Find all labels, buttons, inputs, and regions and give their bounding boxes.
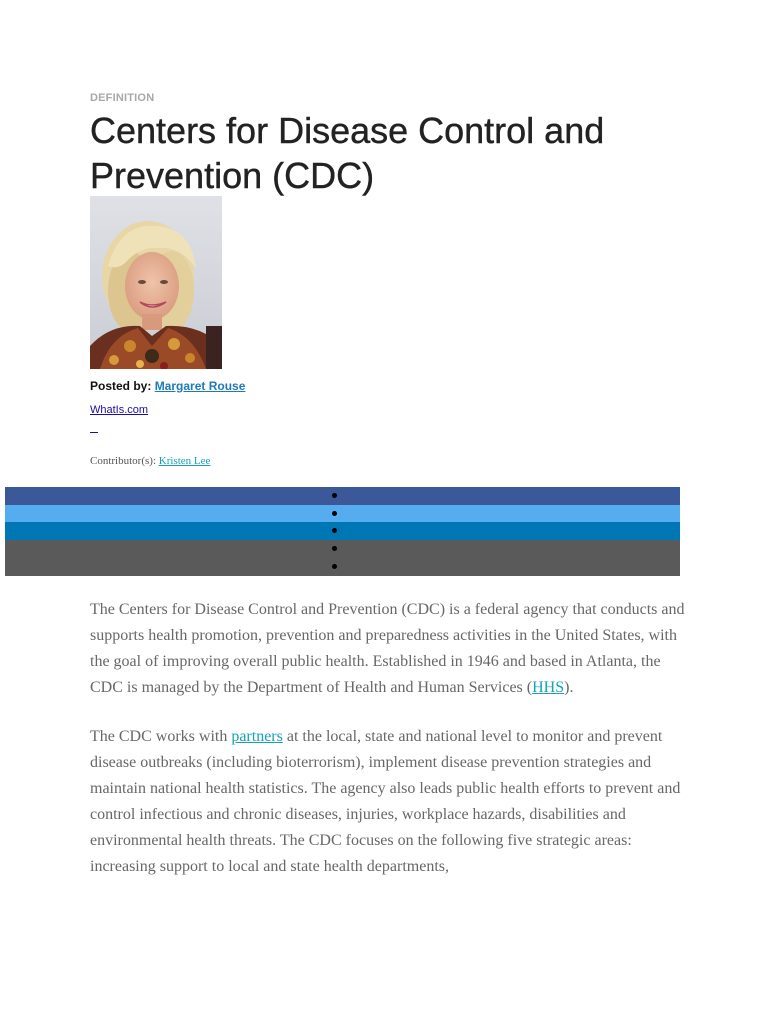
bullet-icon bbox=[332, 493, 337, 498]
share-twitter-button[interactable] bbox=[5, 505, 680, 523]
share-more-button[interactable] bbox=[5, 540, 680, 576]
paragraph-1: The Centers for Disease Control and Prevention (CDC) is a federal agency that conducts and supports health promotion, prevention and preparedness activities in the United States, with the goal of improving overall public health. Established in 1946 and based in Atlanta, the CDC is managed by the Department of Health and Human Services (HHS). bbox=[90, 601, 685, 696]
bullet-icon bbox=[332, 564, 337, 569]
article-body bbox=[90, 597, 690, 903]
page-title: Centers for Disease Control and Prevention (CDC) bbox=[90, 110, 605, 196]
author-link[interactable]: Margaret Rouse bbox=[154, 379, 246, 393]
share-facebook-button[interactable] bbox=[5, 487, 680, 505]
contributors-label: Contributor(s): bbox=[90, 455, 156, 467]
site-link[interactable]: WhatIs.com bbox=[90, 404, 149, 416]
share-linkedin-button[interactable] bbox=[5, 522, 680, 540]
bullet-icon bbox=[332, 546, 337, 551]
paragraph-2: The CDC works with partners at the local, state and national level to monitor and prevent disease outbreaks (including bioterrorism), implement disease prevention strategies and maintain national health statistics. The agency also leads public health efforts to prevent and control infectious and chronic diseases, injuries, workplace hazards, disabilities and environmental health threats. The CDC focuses on the following five strategic areas: increasing support to local and state health departments, bbox=[90, 728, 681, 875]
definition-label: DEFINITION bbox=[90, 92, 155, 104]
contributor-link[interactable]: Kristen Lee bbox=[158, 455, 211, 467]
hhs-link[interactable]: HHS bbox=[532, 679, 565, 696]
posted-by bbox=[90, 379, 245, 393]
dash-link[interactable] bbox=[90, 432, 98, 433]
bullet-icon bbox=[332, 511, 337, 516]
contributors bbox=[90, 455, 210, 467]
posted-by-label: Posted by: bbox=[90, 379, 152, 393]
bullet-icon bbox=[332, 528, 337, 533]
partners-link[interactable]: partners bbox=[231, 728, 283, 745]
author-photo bbox=[90, 196, 222, 369]
social-share-bar bbox=[5, 487, 680, 576]
